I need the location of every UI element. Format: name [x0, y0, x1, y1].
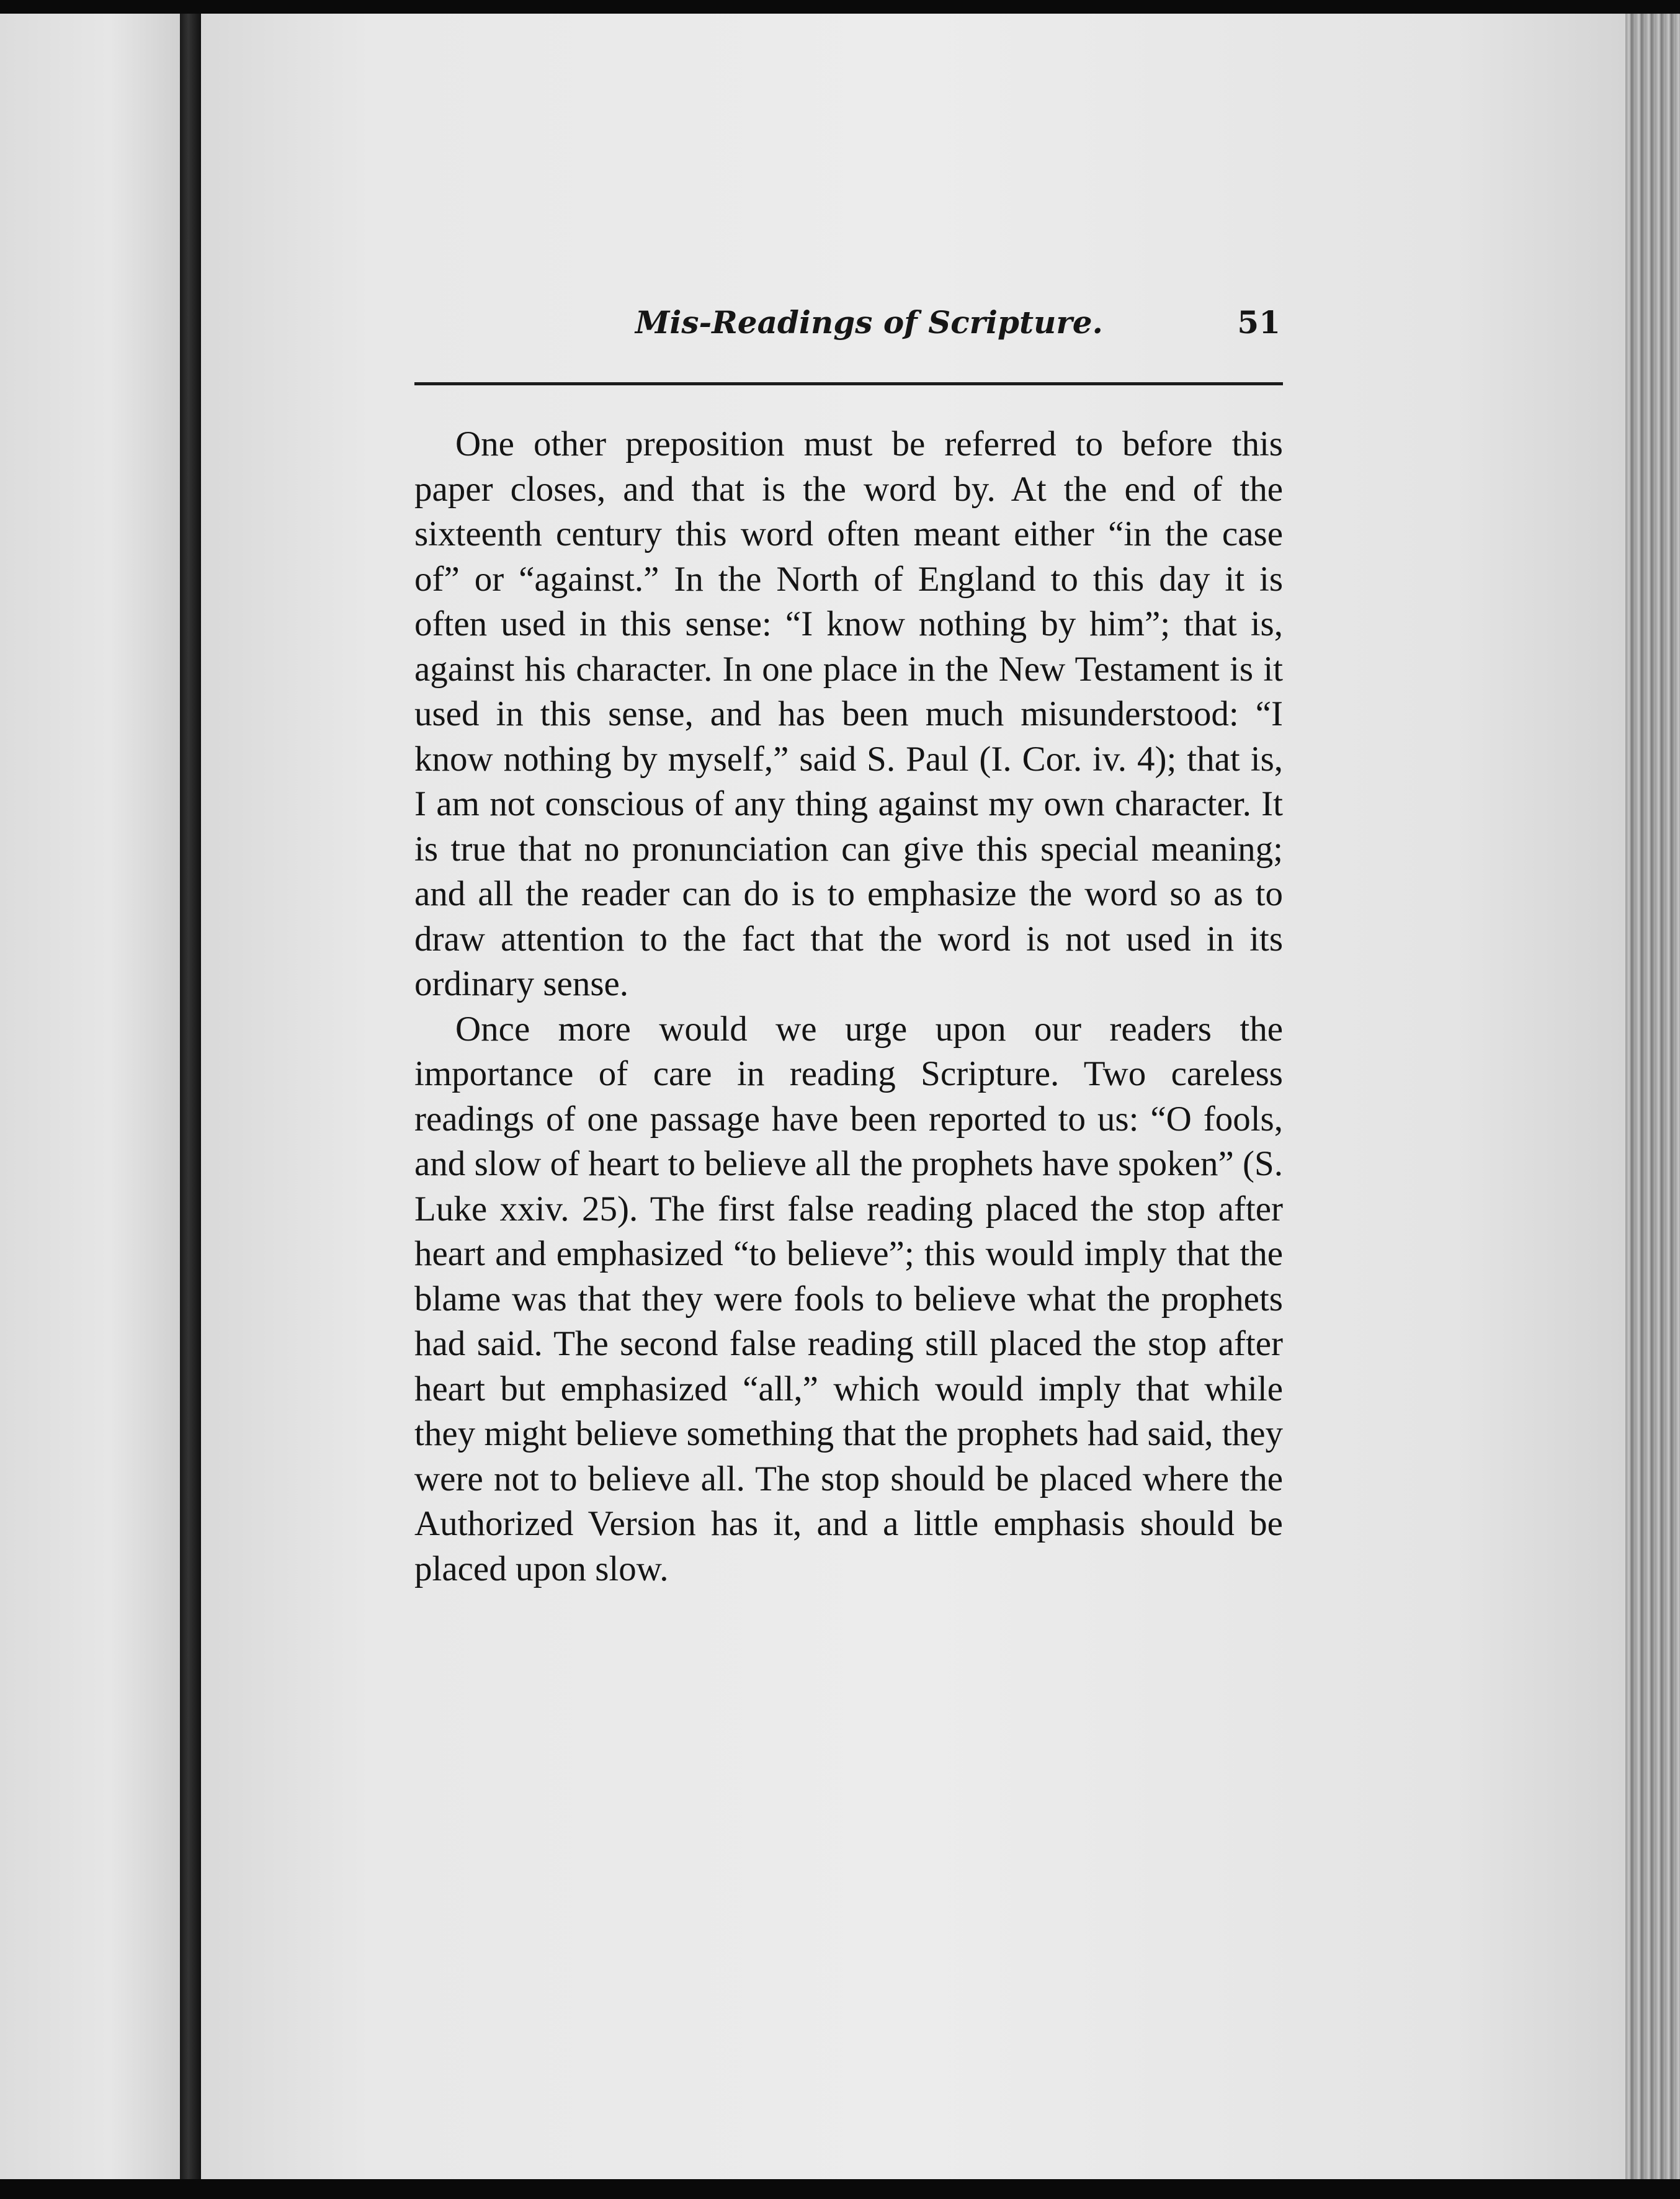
book-gutter: [180, 14, 201, 2179]
page-block-edges: [1625, 14, 1680, 2179]
running-head: [414, 290, 1283, 359]
paragraph-1: One other preposition must be referred to before this paper closes, and that is the word by. At the end of the sixteenth century this word often meant either “in the case of” or “against.” In the North of England to this day it is often used in this sense: “I know nothing by him”; that is, against his character. In one place in the New Testament is it used in this sense, and has been much misunderstood: “I know nothing by myself,” said S. Paul (I. Cor. iv. 4); that is, I am not conscious of any thing against my own character. It is true that no pronunciation can give this special meaning; and all the reader can do is to emphasize the word so as to draw attention to the fact that the word is not used in its ordinary sense.: [414, 424, 1283, 1003]
body-text: [414, 422, 1283, 1592]
page-number: 51: [1237, 304, 1280, 341]
facing-page-edge: [0, 14, 184, 2179]
running-title: Mis-Readings of Scripture.: [635, 304, 1103, 341]
paragraph-2: Once more would we urge upon our readers the importance of care in reading Scripture. Two careless readings of one passage have been reported to us: “O fools, and slow of heart to believe all the prophets have spoken” (S. Luke xxiv. 25). The first false reading placed the stop after heart and emphasized “to believe”; this would imply that the blame was that they were fools to believe what the prophets had said. The second false reading still placed the stop after heart but emphasized “all,” which would imply that while they might believe something that the prophets had said, they were not to believe all. The stop should be placed where the Authorized Version has it, and a little emphasis should be placed upon slow.: [414, 1009, 1283, 1588]
header-rule: [414, 382, 1283, 385]
